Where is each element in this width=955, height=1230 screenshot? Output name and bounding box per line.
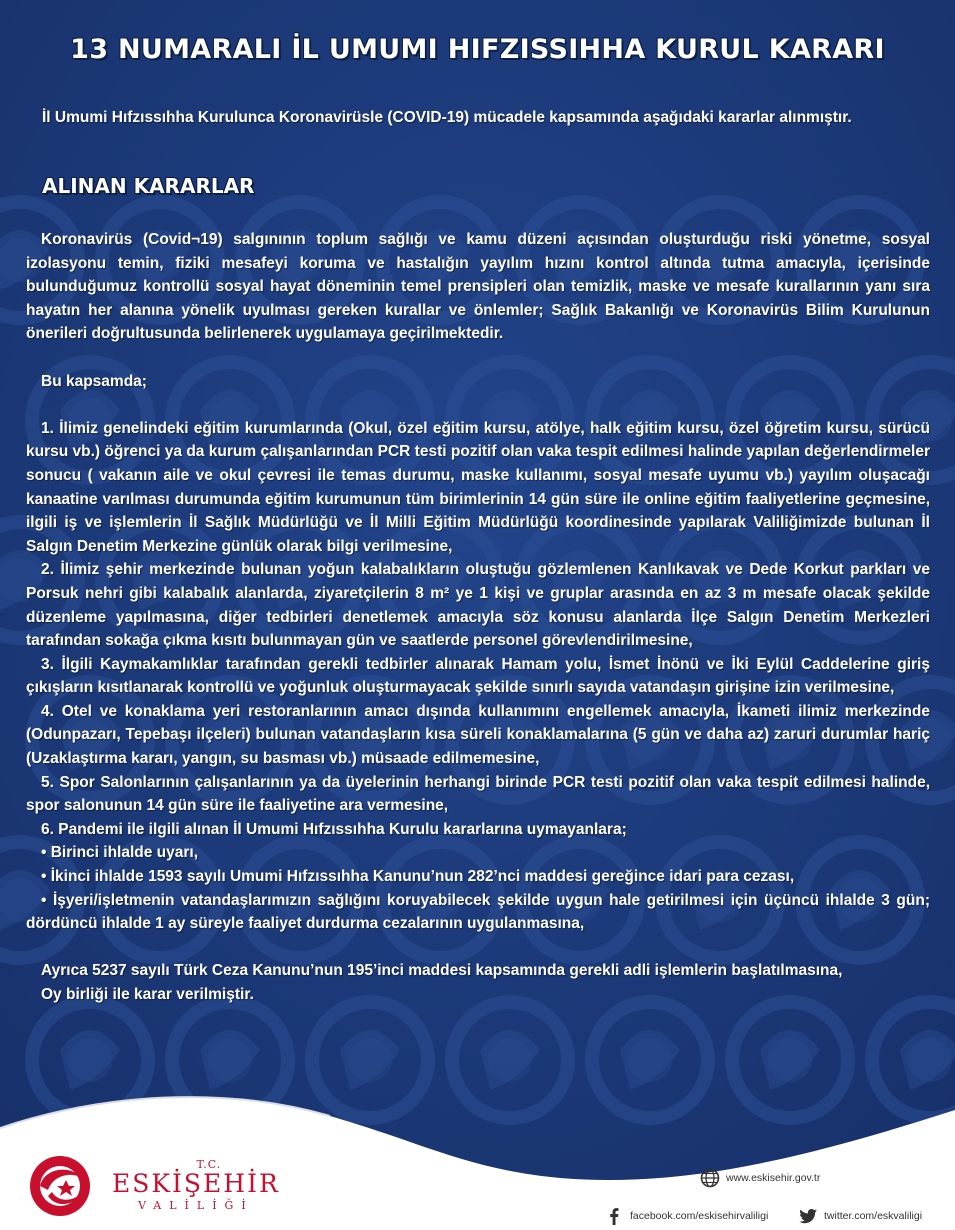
paragraph-context: Koronavirüs (Covid¬19) salgınının toplum sağlığı ve kamu düzeni açısından oluşturduğu riski yönetme, sosyal izolasyonu temin, fiziki mesafeyi koruma ve hastalığın yayılım hızını kontrol altında tutma amacıyla, içerisinde bulunduğumuz kontrollü sosyal hayat döneminin temel prensipleri olan temizlik, maske ve mesafe kurallarının yanı sıra hayatın her alanına yönelik uyulması gereken kurallar ve önlemler; Sağlık Bakanlığı ve Koronavirüs Bilim Kurulunun önerileri doğrultusunda belirlenerek uygulamaya geçirilmektedir. <box>26 231 930 343</box>
facebook-link[interactable] <box>604 1206 768 1226</box>
closing-line-1: Ayrıca 5237 sayılı Türk Ceza Kanunu’nun 195’inci maddesi kapsamında gerekli adli işlemlerin başlatılmasına, <box>41 962 843 980</box>
logo-subtitle: VALİLİĞİ <box>138 1199 254 1212</box>
website-link[interactable] <box>700 1168 820 1188</box>
logo-name: ESKİŞEHİR <box>112 1169 280 1198</box>
globe-icon <box>700 1168 720 1188</box>
decision-item-3: 3. İlgili Kaymakamlıklar tarafından gerekli tedbirler alınarak Hamam yolu, İsmet İnönü ve İki Eylül Caddelerine giriş çıkışların kısıtlanarak kontrollü ve yoğunluk oluşturmayacak şekilde sınırlı sayıda vatandaşın girişine izin verilmesine, <box>26 655 930 697</box>
twitter-link[interactable] <box>798 1206 922 1226</box>
decision-item-1: 1. İlimiz genelindeki eğitim kurumlarında (Okul, özel eğitim kursu, atölye, halk eğitim kursu, özel öğretim kursu, sürücü kursu vb.) öğrenci ya da kurum çalışanlarından PCR testi pozitif olan vaka tespit edilmesi halinde yapılan değerlendirmeler sonucu ( vakanın aile ve okul çevresi ile temas durumu, maske kullanımı, sosyal mesafe uyumu vb.) yayılım oluşacağı kanaatine varılması durumunda eğitim kurumunun tüm birimlerinin 14 gün süre ile online eğitim faaliyetlerine geçmesine, ilgili iş ve işlemlerin İl Sağlık Müdürlüğü ve İl Milli Eğitim Müdürlüğü koordinesinde yapılarak Valiliğimizde bulunan İl Salgın Denetim Merkezine günlük olarak bilgi verilmesine, <box>26 419 930 555</box>
facebook-icon <box>604 1206 624 1226</box>
section-heading: ALINAN KARARLAR <box>42 174 255 198</box>
logo-wordmark <box>112 1158 280 1212</box>
logo-tc: T.C. <box>196 1158 222 1171</box>
penalty-bullet-1: • Birinci ihlalde uyarı, <box>41 844 199 862</box>
twitter-url: twitter.com/eskvaliligi <box>824 1210 923 1222</box>
scope-line: Bu kapsamda; <box>41 372 147 390</box>
intro-paragraph: İl Umumi Hıfzıssıhha Kurulunca Koronavirüsle (COVID-19) mücadele kapsamında aşağıdaki kararlar alınmıştır. <box>42 109 852 126</box>
closing-line-2: Oy birliği ile karar verilmiştir. <box>41 986 254 1003</box>
page-title: 13 NUMARALI İL UMUMI HIFZISSIHHA KURUL KARARI <box>70 34 885 65</box>
twitter-icon <box>798 1206 818 1226</box>
penalty-bullet-3: • İşyeri/işletmenin vatandaşlarımızın sağlığını koruyabilecek şekilde uygun hale getirilmesi için üçüncü ihlalde 3 gün; dördüncü ihlalde 1 ay süreyle faaliyet durdurma cezalarının uygulanmasına, <box>26 891 930 933</box>
decision-item-2: 2. İlimiz şehir merkezinde bulunan yoğun kalabalıkların oluştuğu gözlemlenen Kanlıkavak ve Dede Korkut parkları ve Porsuk nehri gibi kalabalık alanlarda, ziyaretçilerin 8 m² ye 1 kişi ve gruplar arasında en az 3 m mesafe olacak şekilde düzenleme yapılmasına, diğer tedbirleri denetlemek amacıyla söz konusu alanlarda İlçe Salgın Denetim Merkezleri tarafından sokağa çıkma kısıtı bulunmayan gün ve saatlerde personel görevlendirilmesine, <box>26 561 930 650</box>
decision-item-6: 6. Pandemi ile ilgili alınan İl Umumi Hıfzıssıhha Kurulu kararlarına uymayanlara; <box>41 820 627 838</box>
penalty-bullet-2: • İkinci ihlalde 1593 sayılı Umumi Hıfzıssıhha Kanunu’nun 282’nci maddesi gereğince idari para cezası, <box>41 868 795 886</box>
facebook-url: facebook.com/eskisehirvaliligi <box>630 1210 769 1222</box>
decision-item-4: 4. Otel ve konaklama yeri restoranlarının amacı dışında kullanımını engellemek amacıyla, İkameti ilimiz merkezinde (Odunpazarı, Tepebaşı ilçeleri) bulunan vatandaşların kısa süreli konaklamalarına (5 gün ve daha az) zaruri durumlar hariç (Uzaklaştırma kararı, yangın, su basması vb.) müsaade edilmemesine, <box>26 702 930 768</box>
decision-item-5: 5. Spor Salonlarının çalışanlarının ya da üyelerinin herhangi birinde PCR testi pozitif olan vaka tespit edilmesi halinde, spor salonunun 14 gün süre ile faaliyetine ara vermesine, <box>26 773 930 815</box>
website-url: www.eskisehir.gov.tr <box>726 1172 821 1184</box>
decision-body <box>26 228 930 1007</box>
